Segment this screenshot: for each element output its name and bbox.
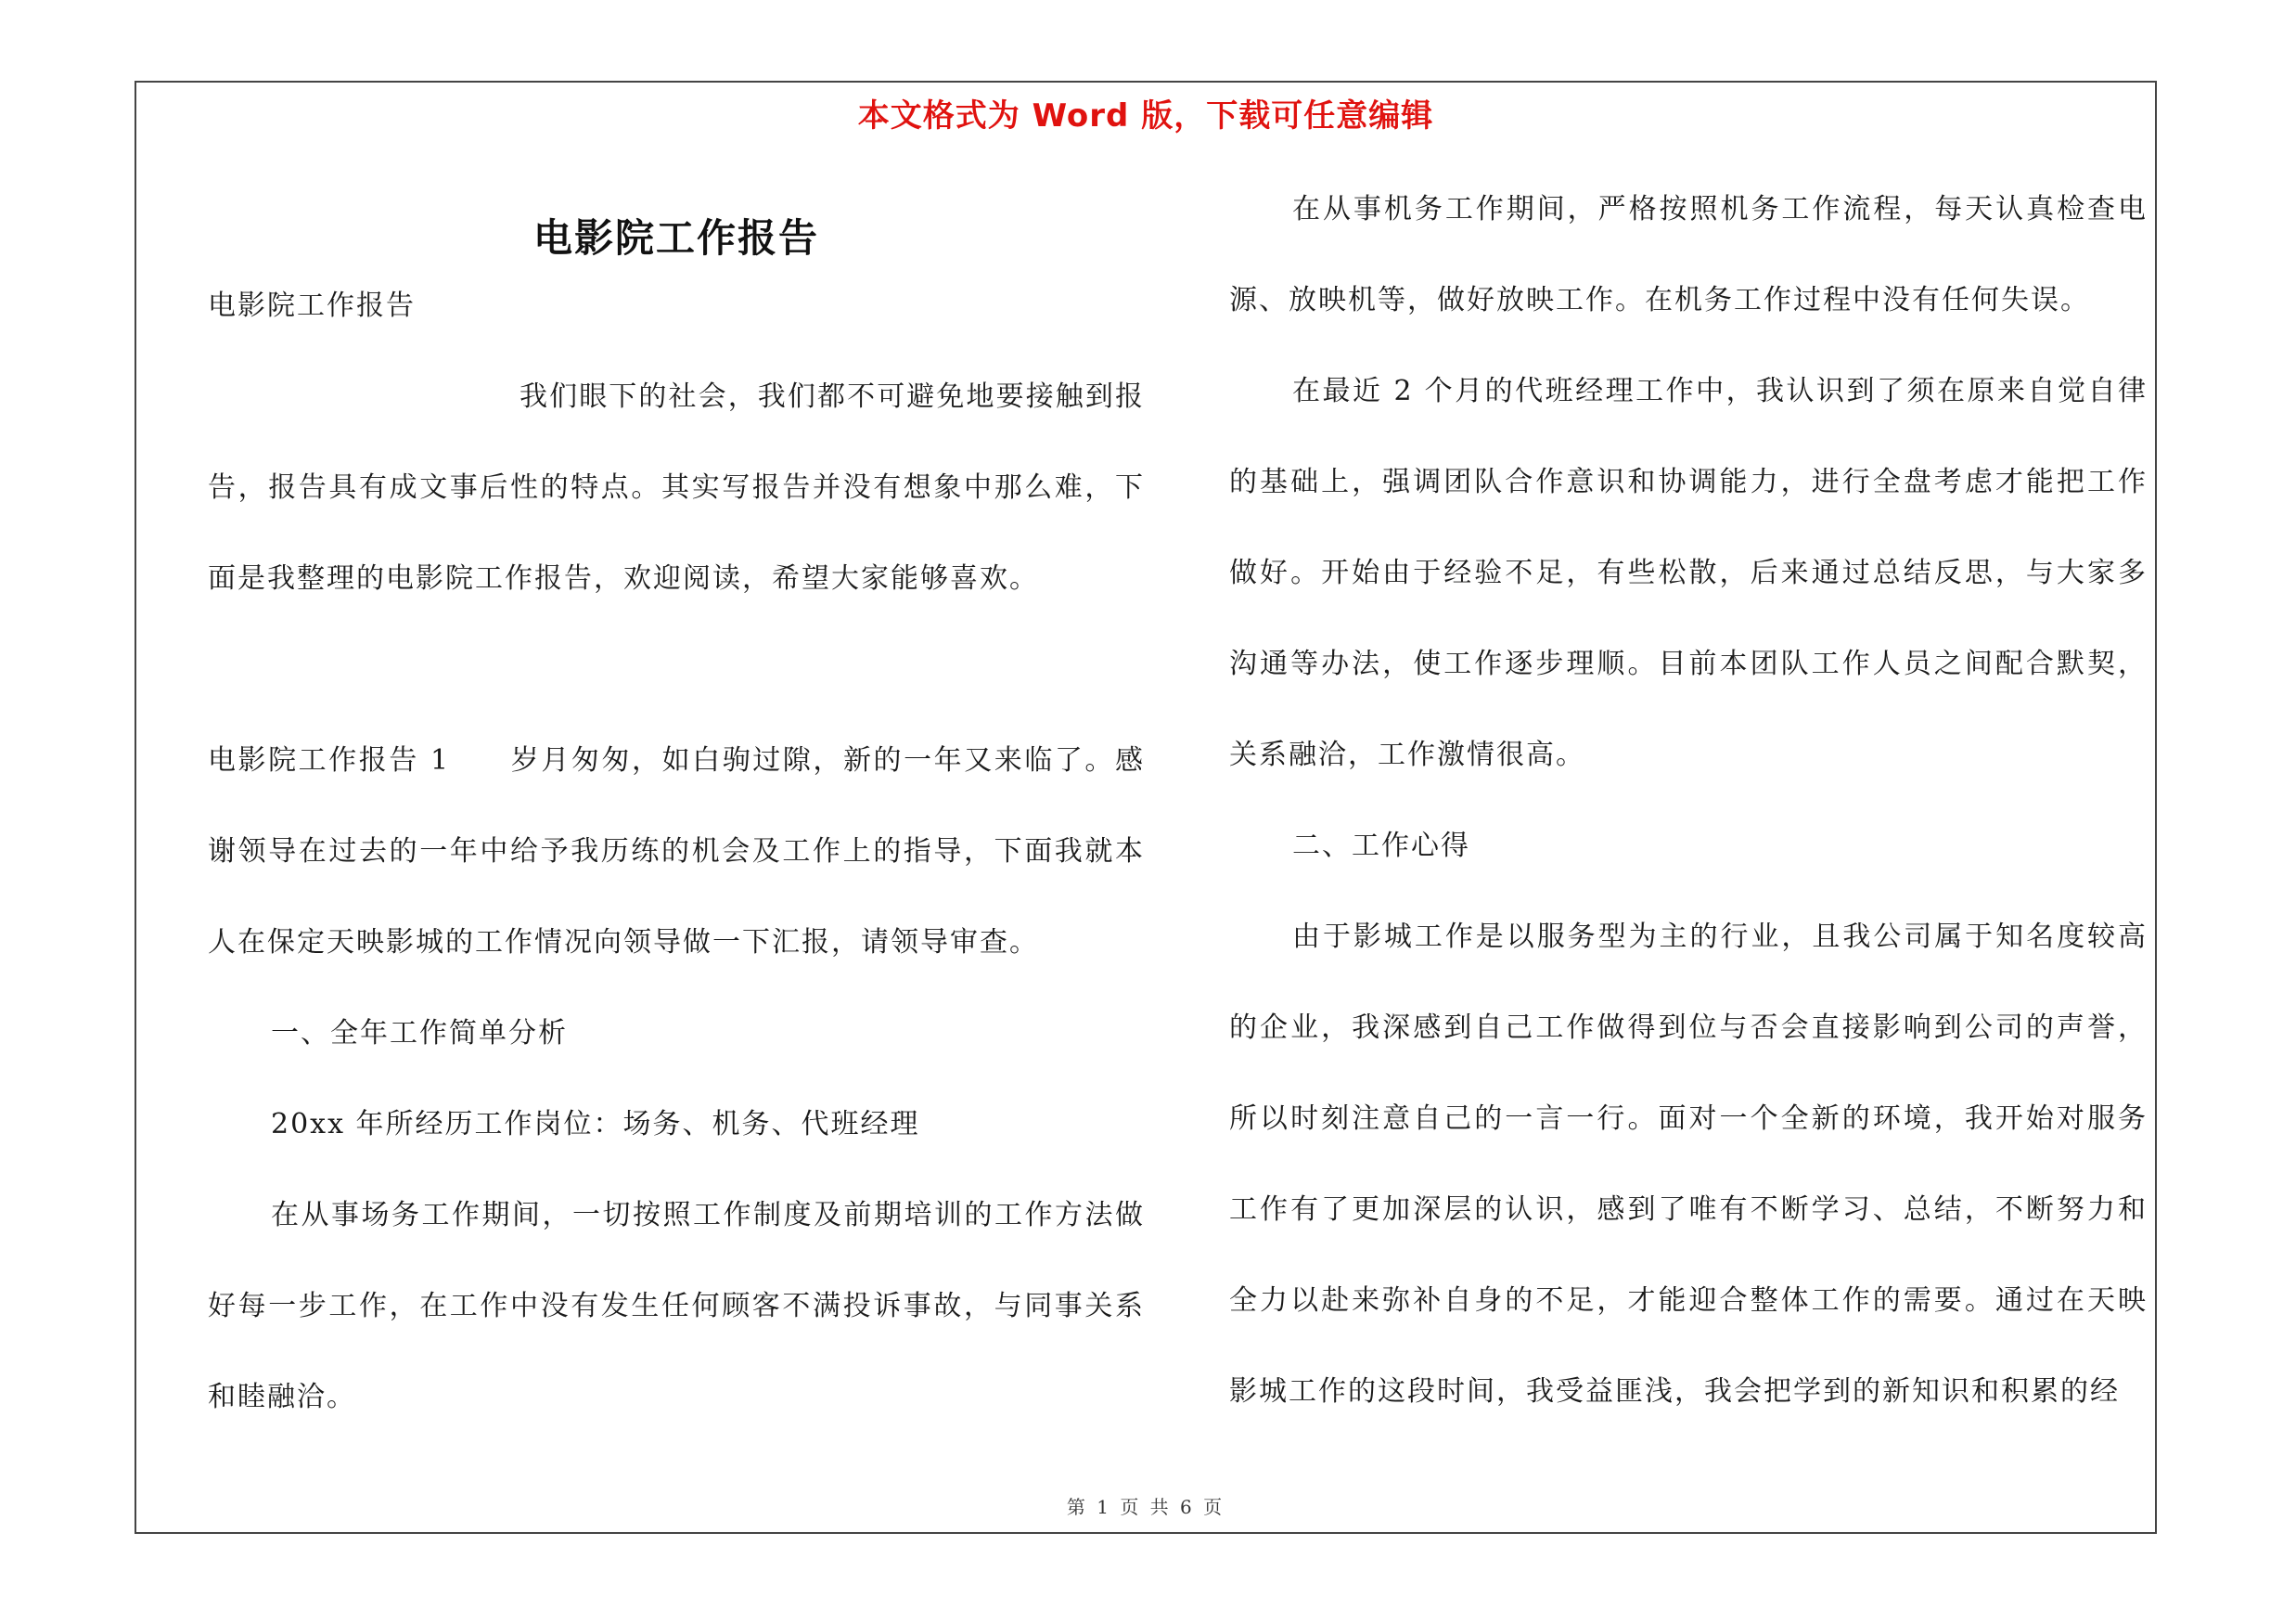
paragraph-intro: 我们眼下的社会，我们都不可避免地要接触到报告，报告具有成文事后性的特点。其实写报告并没有想象中那么难，下面是我整理的电影院工作报告，欢迎阅读，希望大家能够喜欢。 <box>208 380 1145 595</box>
blank-line <box>208 625 1145 715</box>
page-frame <box>135 81 2157 1534</box>
section-heading-2: 二、工作心得 <box>1292 830 1470 862</box>
paragraph-subtitle: 电影院工作报告 <box>208 290 416 322</box>
paragraph-field-work: 在从事场务工作期间，一切按照工作制度及前期培训的工作方法做好每一步工作，在工作中没有发生任何顾客不满投诉事故，与同事关系和睦融洽。 <box>208 1199 1145 1413</box>
left-column <box>208 261 1145 1443</box>
right-column <box>1229 164 2148 1437</box>
format-banner: 本文格式为 Word 版，下载可任意编辑 <box>857 97 1434 135</box>
section-heading-1: 一、全年工作简单分析 <box>271 1017 568 1050</box>
document-title: 电影院工作报告 <box>532 215 819 261</box>
paragraph-report-1-opening: 电影院工作报告 1 岁月匆匆，如白驹过隙，新的一年又来临了。感谢领导在过去的一年中给予我历练的机会及工作上的指导，下面我就本人在保定天映影城的工作情况向领导做一下汇报，请领导审查。 <box>208 744 1145 959</box>
paragraph-projection-work: 在从事机务工作期间，严格按照机务工作流程，每天认真检查电源、放映机等，做好放映工作。在机务工作过程中没有任何失误。 <box>1229 193 2148 316</box>
paragraph-experience: 由于影城工作是以服务型为主的行业，且我公司属于知名度较高的企业，我深感到自己工作做得到位与否会直接影响到公司的声誉，所以时刻注意自己的一言一行。面对一个全新的环境，我开始对服务工作有了更加深层的认识，感到了唯有不断学习、总结，不断努力和全力以赴来弥补自身的不足，才能迎合整体工作的需要。通过在天映影城工作的这段时间，我受益匪浅，我会把学到的新知识和积累的经 <box>1229 921 2148 1408</box>
paragraph-positions: 20xx 年所经历工作岗位：场务、机务、代班经理 <box>271 1108 920 1140</box>
page-number: 第 1 页 共 6 页 <box>1066 1496 1225 1518</box>
paragraph-duty-manager: 在最近 2 个月的代班经理工作中，我认识到了须在原来自觉自律的基础上，强调团队合作意识和协调能力，进行全盘考虑才能把工作做好。开始由于经验不足，有些松散，后来通过总结反思，与大家多沟通等办法，使工作逐步理顺。目前本团队工作人员之间配合默契，关系融洽，工作激情很高。 <box>1229 375 2148 771</box>
